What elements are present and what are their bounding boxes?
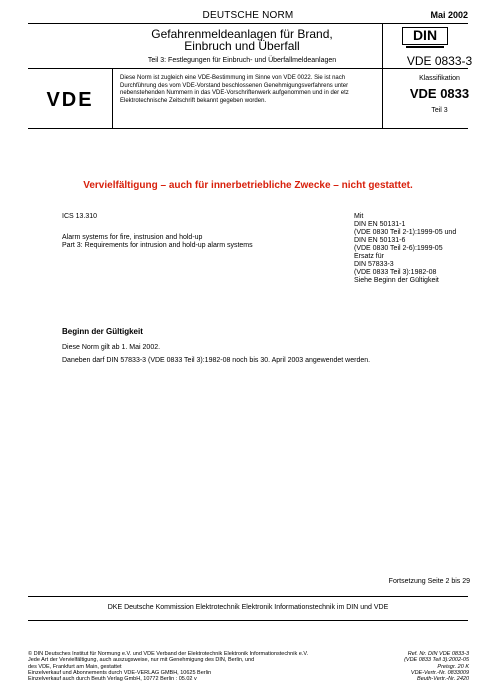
replacement-info: Mit DIN EN 50131-1 (VDE 0830 Teil 2-1):1999-05 und DIN EN 50131-6 (VDE 0830 Teil 2-6):1999-05 Ersatz für DIN 57833-3 (VDE 0833 Teil 3):1982-08 Siehe Beginn der Gültigkeit [354, 213, 457, 284]
document-title: Gefahrenmeldeanlagen für Brand, Einbruch und Überfall [151, 27, 333, 53]
vde-block [28, 69, 468, 129]
classification-label: Klassifikation [419, 75, 460, 82]
svg-text:VDE: VDE [46, 89, 94, 111]
document-number: VDE 0833-3 [406, 54, 473, 68]
continuation-note: Fortsetzung Seite 2 bis 29 [388, 578, 470, 585]
din-logo-underline [406, 46, 444, 48]
validity-heading: Beginn der Gültigkeit [62, 327, 143, 336]
divider [112, 69, 113, 129]
divider [28, 596, 468, 597]
vde-legal-text: Diese Norm ist zugleich eine VDE-Bestimmung im Sinne von VDE 0022. Sie ist nach Durchführung des vom VDE-Vorstand beschlossenen Genehmigungsverfahrens unter nebenstehenden Nummern in das VDE-Vorschriftenwerk aufgenommen und in der etz Elektrotechnische Zeitschrift bekannt gegeben worden. [120, 75, 349, 104]
norm-label: DEUTSCHE NORM [202, 10, 294, 21]
footer-reference: Ref. Nr. DIN VDE 0833-3 (VDE 0833 Teil 3):2002-05 Preisgr. 20 K VDE-Vertr.-Nr. 0833009 Beuth-Vertr.-Nr. 2420 [404, 651, 469, 683]
validity-text: Diese Norm gilt ab 1. Mai 2002. Daneben darf DIN 57833-3 (VDE 0833 Teil 3):1982-08 noch bis 30. April 2003 angewendet werden. [62, 344, 371, 364]
footer-copyright: © DIN Deutsches Institut für Normung e.V. und VDE Verband der Elektrotechnik Elektronik Informationstechnik e.V. Jede Art der Vervielfältigung, auch auszugsweise, nur mit Genehmigung des DIN, Berlin, und des VDE, Frankfurt am Main, gestattet Einzelverkauf und Abonnements durch VDE-VERLAG GMBH, 10625 Berlin Einzelverkauf auch durch Beuth Verlag GmbH, 10772 Berlin : 05.02 v [28, 651, 309, 683]
classification-part: Teil 3 [431, 107, 448, 114]
vde-logo [34, 87, 106, 111]
header-bar [28, 8, 468, 24]
issue-date: Mai 2002 [430, 10, 468, 20]
document-subtitle: Teil 3: Festlegungen für Einbruch- und Überfallmeldeanlagen [147, 57, 337, 64]
english-title: Alarm systems for fire, instrusion and hold-up Part 3: Requirements for intrusion and hold-up alarm systems [62, 234, 253, 249]
dke-line: DKE Deutsche Kommission Elektrotechnik Elektronik Informationstechnik im DIN und VDE [107, 604, 389, 611]
copy-warning: Vervielfältigung – auch für innerbetriebliche Zwecke – nicht gestattet. [83, 180, 413, 191]
divider [28, 620, 468, 621]
classification-value: VDE 0833 [409, 86, 470, 101]
din-logo: DIN [402, 27, 448, 45]
title-block [28, 24, 473, 69]
ics-code: ICS 13.310 [62, 213, 98, 220]
